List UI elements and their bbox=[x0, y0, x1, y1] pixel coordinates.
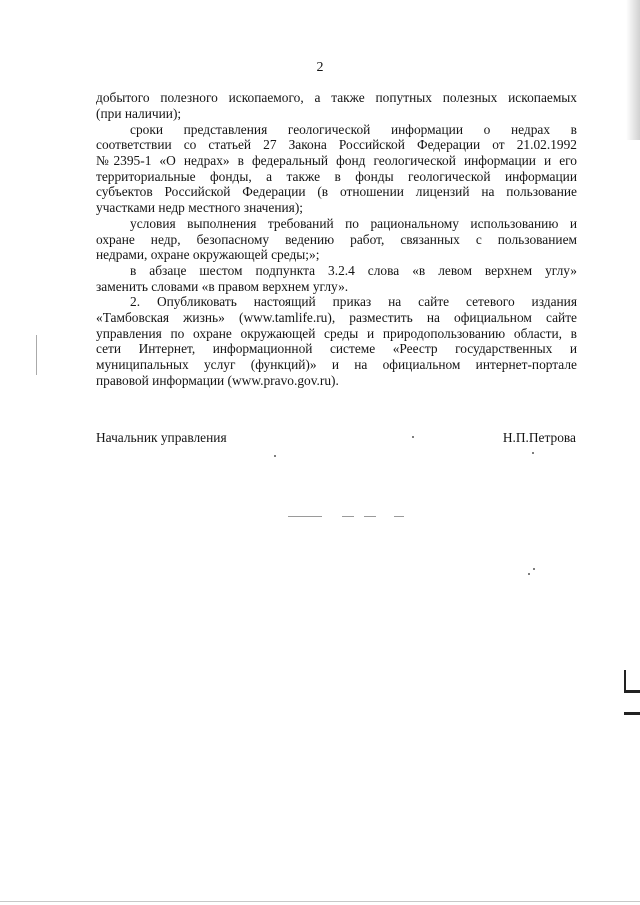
scan-speck bbox=[528, 573, 530, 575]
text-line: «Тамбовская жизнь» (www.tamlife.ru), разместить на официальном сайте bbox=[96, 310, 577, 325]
scan-dash bbox=[342, 516, 354, 517]
scan-speck bbox=[533, 568, 535, 570]
text-line: соответствии со статьей 27 Закона Российской Федерации от 21.02.1992 bbox=[96, 137, 577, 152]
scan-speck bbox=[412, 436, 414, 438]
text-line: участками недр местного значения); bbox=[96, 200, 304, 215]
text-line: сроки представления геологической информации о недрах в bbox=[130, 122, 577, 137]
text-line: муниципальных услуг (функций)» и на официальном интернет-портале bbox=[96, 357, 577, 372]
text-line: субъектов Российской Федерации (в отношении лицензий на пользование bbox=[96, 184, 577, 199]
text-line: (при наличии); bbox=[96, 106, 182, 121]
scan-dash bbox=[288, 516, 322, 517]
text-line: условия выполнения требований по рациональному использованию и bbox=[130, 216, 577, 231]
scan-margin-mark bbox=[36, 335, 37, 375]
text-line: территориальные фонды, а также в фонды геологической информации bbox=[96, 169, 577, 184]
scan-speck bbox=[532, 452, 534, 454]
scan-edge-mark bbox=[624, 690, 640, 693]
text-line: сети Интернет, информационной системе «Реестр государственных и bbox=[96, 341, 577, 356]
text-line: в абзаце шестом подпункта 3.2.4 слова «в левом верхнем углу» bbox=[130, 263, 577, 278]
text-line: недрами, охране окружающей среды;»; bbox=[96, 247, 320, 262]
scan-dash bbox=[364, 516, 376, 517]
scan-bottom-rule bbox=[0, 901, 640, 902]
text-line: заменить словами «в правом верхнем углу». bbox=[96, 279, 349, 294]
text-line: 2. Опубликовать настоящий приказ на сайте сетевого издания bbox=[130, 294, 577, 309]
scan-dash bbox=[394, 516, 404, 517]
signature-position: Начальник управления bbox=[96, 430, 227, 445]
text-line: добытого полезного ископаемого, а также попутных полезных ископаемых bbox=[96, 90, 577, 105]
text-line: правовой информации (www.pravo.gov.ru). bbox=[96, 373, 339, 388]
text-line: №2395-1 «О недрах» в федеральный фонд геологической информации и его bbox=[96, 153, 577, 168]
signature-name: Н.П.Петрова bbox=[502, 430, 576, 445]
text-line: охране недр, безопасному ведению работ, связанных с пользованием bbox=[96, 232, 577, 247]
scan-edge-mark bbox=[624, 670, 626, 692]
page-number: 2 bbox=[316, 60, 324, 75]
text-line: управления по охране окружающей среды и природопользованию области, в bbox=[96, 326, 577, 341]
scan-edge-mark bbox=[624, 712, 640, 715]
scan-speck bbox=[274, 455, 276, 457]
